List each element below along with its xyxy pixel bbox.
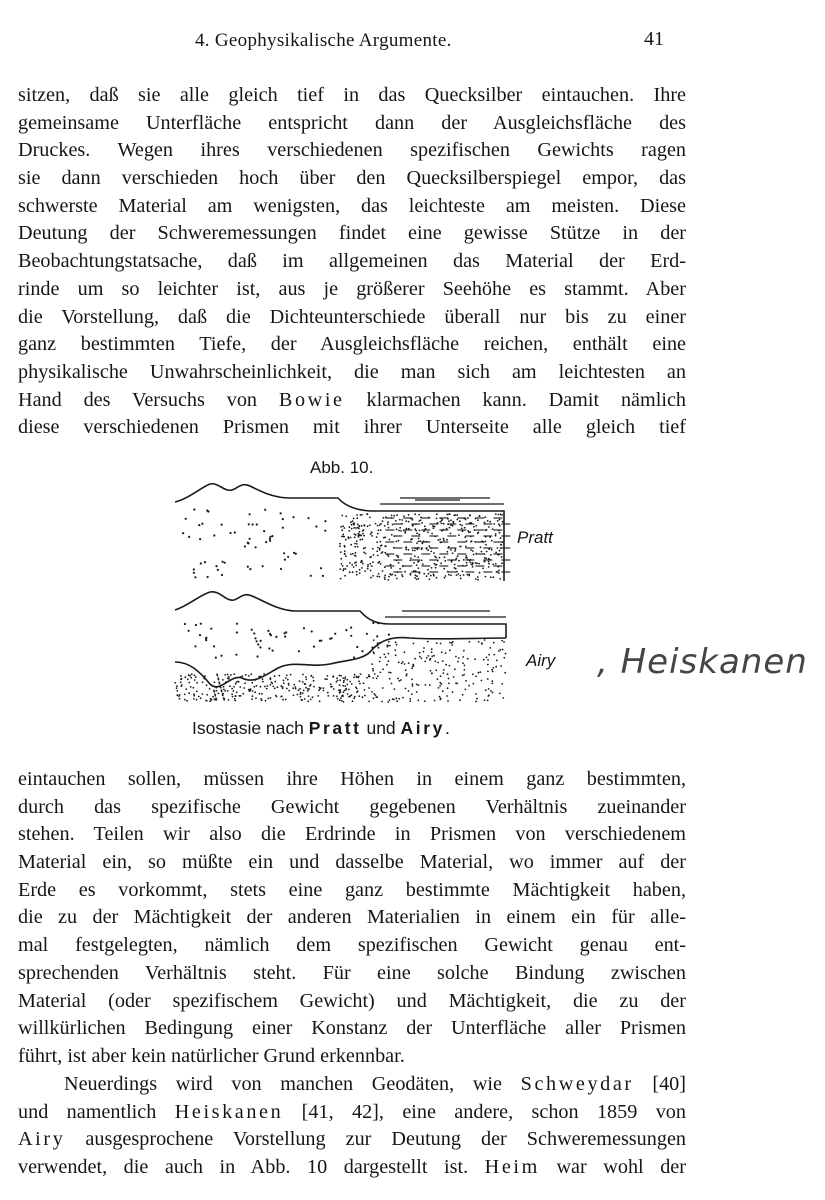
text-line: stehen. Teilen wir also die Erdrinde in Prismen von verschiedenem	[18, 823, 686, 846]
label-airy: Airy	[526, 651, 556, 670]
caption-pratt: Pratt	[308, 718, 362, 738]
name-heim: Heim	[484, 1156, 540, 1179]
page-header	[0, 30, 825, 58]
text-segment: ausgesprochene Vorstellung zur Deutung der Schweremessungen	[65, 1128, 686, 1151]
name-airy: Airy	[18, 1128, 66, 1151]
name-bowie: Bowie	[278, 388, 345, 411]
figure-caption	[192, 718, 450, 739]
page-number: 41	[644, 28, 664, 50]
text-segment: klarmachen kann. Damit nämlich	[344, 388, 686, 411]
text-line	[18, 1071, 686, 1099]
text-segment: und namentlich	[18, 1100, 175, 1123]
text-line: willkürlichen Bedingung einer Konstanz der Unterfläche aller Prismen	[18, 1017, 686, 1040]
pratt-water-lines	[380, 498, 504, 504]
pratt-dash-fill	[385, 518, 510, 572]
caption-airy: Airy	[400, 718, 445, 738]
airy-topography	[175, 592, 506, 638]
text-line	[18, 1099, 686, 1127]
text-line: schwerste Material am wenigsten, das leichteste am meisten. Diese	[18, 194, 686, 217]
text-line: rinde um so leichter ist, aus je größerer Seehöhe es stammt. Aber	[18, 277, 686, 300]
text-line: Material ein, so müßte ein und dasselbe Material, wo immer auf der	[18, 851, 686, 874]
text-line: sie dann verschieden hoch über den Quecksilberspiegel empor, das	[18, 167, 686, 190]
text-segment: Neuerdings wird von manchen Geodäten, wie	[64, 1073, 521, 1095]
text-line	[18, 1154, 686, 1182]
text-line: mal festgelegten, nämlich dem spezifischen Gewicht genau ent-	[18, 934, 686, 957]
text-line: sprechenden Verhältnis steht. Für eine solche Bindung zwischen	[18, 961, 686, 984]
text-segment: [40]	[633, 1073, 686, 1095]
handwritten-annotation: , Heiskanen	[597, 642, 808, 682]
text-line: eintauchen sollen, müssen ihre Höhen in einem ganz bestimmten,	[18, 768, 686, 790]
text-line: diese verschiedenen Prismen mit ihrer Unterseite alle gleich tief	[18, 416, 686, 439]
pratt-columns-dense	[339, 513, 503, 581]
paragraph-2	[18, 766, 686, 1071]
text-line: die Vorstellung, daß die Dichteunterschiede überall nur bis zu einer	[18, 305, 686, 328]
text-segment: [41, 42], eine andere, schon 1859 von	[283, 1100, 686, 1123]
figure-title: Abb. 10.	[310, 458, 374, 477]
text-segment: Hand des Versuchs von	[18, 388, 279, 411]
caption-text: und	[361, 718, 401, 738]
paragraph-1	[18, 82, 686, 442]
text-line: die zu der Mächtigkeit der anderen Materialien in einem ein für alle-	[18, 906, 686, 929]
text-line: Erde es vorkommt, stets eine ganz bestimmte Mächtigkeit haben,	[18, 878, 686, 901]
airy-diagram	[174, 592, 506, 703]
text-line: durch das spezifische Gewicht gegebenen Verhältnis zueinander	[18, 795, 686, 818]
name-heiskanen: Heiskanen	[174, 1100, 284, 1123]
airy-lower-dots	[174, 639, 506, 703]
text-line: sitzen, daß sie alle gleich tief in das Quecksilber eintauchen. Ihre	[18, 84, 686, 106]
pratt-diagram	[175, 484, 510, 581]
isostasy-diagram	[170, 478, 530, 713]
text-line: Druckes. Wegen ihres verschiedenen spezifischen Gewichts ragen	[18, 139, 686, 162]
text-line	[18, 387, 686, 415]
text-line: Material (oder spezifischem Gewicht) und Mächtigkeit, die zu der	[18, 989, 686, 1012]
name-schweydar: Schweydar	[520, 1073, 634, 1095]
pratt-columns-sparse	[182, 508, 327, 578]
text-segment: war wohl der	[539, 1156, 686, 1179]
text-segment: verwendet, die auch in Abb. 10 dargestellt ist.	[18, 1156, 485, 1179]
label-pratt: Pratt	[517, 528, 553, 547]
text-line: ganz bestimmten Tiefe, der Ausgleichsfläche reichen, enthält eine	[18, 333, 686, 356]
airy-upper-dots	[184, 622, 390, 659]
paragraph-3	[18, 1071, 686, 1182]
text-line	[18, 1126, 686, 1154]
running-title: 4. Geophysikalische Argumente.	[195, 30, 452, 51]
text-line: physikalische Unwahrscheinlichkeit, die man sich am leichtesten an	[18, 360, 686, 383]
text-line: Beobachtungstatsache, daß im allgemeinen das Material der Erd-	[18, 250, 686, 273]
caption-text: Isostasie nach	[192, 718, 309, 738]
text-line: Deutung der Schweremessungen findet eine gewisse Stütze in der	[18, 222, 686, 245]
text-line: führt, ist aber kein natürlicher Grund erkennbar.	[18, 1044, 405, 1067]
caption-text: .	[445, 718, 450, 738]
text-line: gemeinsame Unterfläche entspricht dann der Ausgleichsfläche des	[18, 111, 686, 134]
airy-water-lines	[385, 611, 506, 617]
